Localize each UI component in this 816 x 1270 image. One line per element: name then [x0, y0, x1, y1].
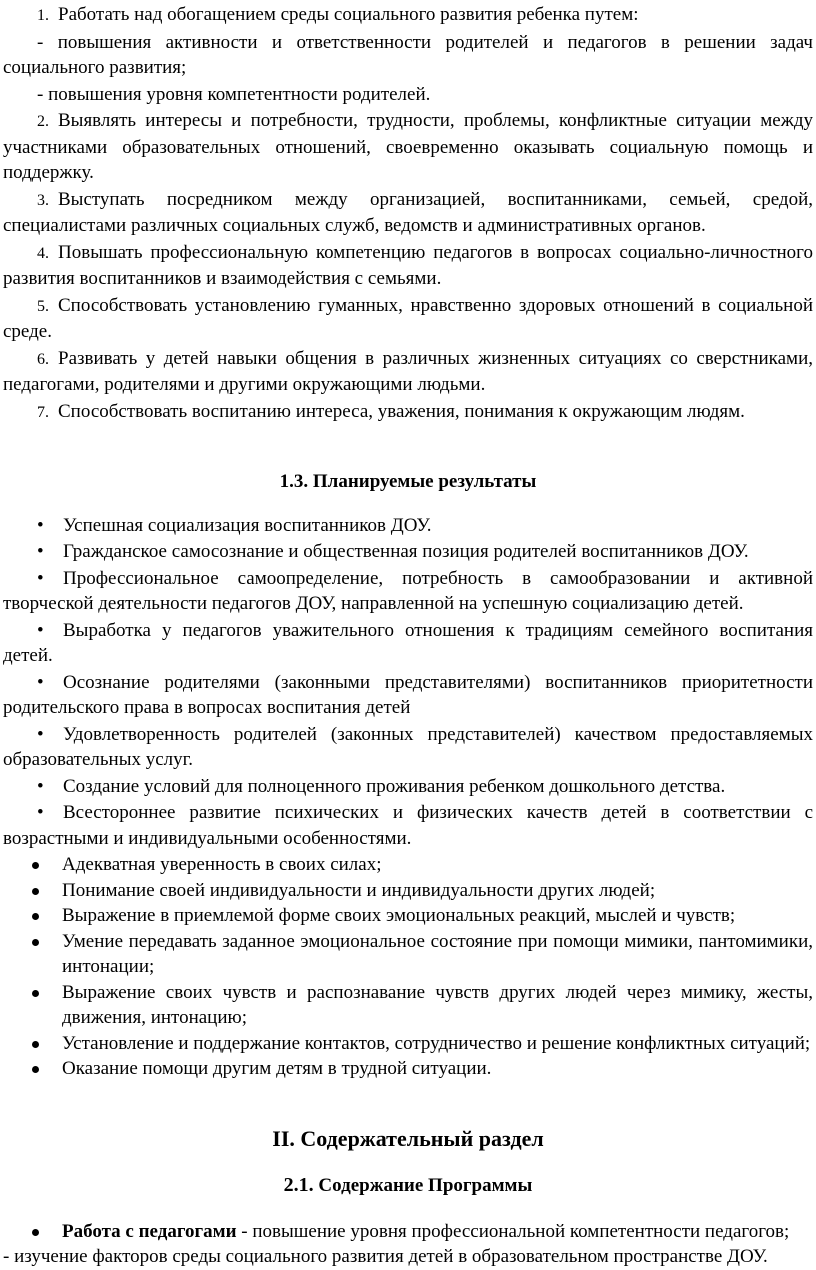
bullet-dot-icon [32, 913, 39, 920]
study-factors-item: - изучение факторов среды социального развития детей в образовательном пространстве ДОУ. [3, 1246, 768, 1267]
subsection-heading: 2.1. Содержание Программы [283, 1174, 533, 1196]
work-item-title: Работа с педагогами [62, 1220, 237, 1242]
task-text: Выступать посредником между организацией, воспитанниками, семьей, средой, специалистами различных социальных служб, ведомств и административных органов. [3, 188, 813, 236]
task-item-2 [3, 108, 813, 186]
work-item-text: - повышение уровня профессиональной компетентности педагогов; [236, 1220, 790, 1242]
task-text: Развивать у детей навыки общения в различных жизненных ситуациях со сверстниками, педагогами, родителями и другими окружающими людьми. [3, 347, 813, 395]
task-number: 7. [37, 403, 49, 421]
result-bullet: • Удовлетворенность родителей (законных представителей) качеством предоставляемых образовательных услуг. [3, 723, 813, 770]
bullet-icon: • [37, 671, 44, 693]
list-item: Адекватная уверенность в своих силах; [3, 852, 813, 878]
bullet-icon: • [37, 723, 44, 745]
task-number: 1. [37, 7, 49, 24]
task-number: 3. [37, 191, 49, 209]
task-text: Работать над обогащением среды социального развития ребенка путем: [58, 4, 639, 25]
list-item: Установление и поддержание контактов, сотрудничество и решение конфликтных ситуаций; [3, 1031, 813, 1057]
bullet-dot-icon [32, 939, 39, 946]
task-number: 6. [37, 350, 49, 368]
list-item: Выражение своих чувств и распознавание чувств других людей через мимику, жесты, движения, интонацию; [3, 980, 813, 1031]
task-text: Способствовать воспитанию интереса, уважения, понимания к окружающим людям. [58, 400, 745, 422]
task-text: Способствовать установлению гуманных, нравственно здоровых отношений в социальной среде. [3, 294, 813, 342]
task-subitem: - повышения уровня компетентности родителей. [37, 83, 431, 105]
result-bullet: • Создание условий для полноценного проживания ребенком дошкольного детства. [3, 774, 813, 800]
task-text: Выявлять интересы и потребности, трудности, проблемы, конфликтные ситуации между участниками образовательных отношений, своевременно оказывать социальную помощь и поддержку. [3, 110, 813, 183]
task-item-7 [3, 399, 813, 426]
result-bullet: • Успешная социализация воспитанников ДОУ. [3, 513, 813, 539]
task-item-1 [3, 2, 813, 29]
result-bullet: • Профессиональное самоопределение, потребность в самообразовании и активной творческой деятельности педагогов ДОУ, направленной на успешную социализацию детей. [3, 567, 813, 614]
task-subitem: - повышения активности и ответственности родителей и педагогов в решении задач социального развития; [3, 31, 813, 78]
bullet-icon: • [37, 802, 44, 823]
bullet-dot-icon [32, 1229, 39, 1236]
bullet-icon: • [37, 619, 44, 641]
bullet-icon: • [37, 567, 44, 589]
task-number: 2. [37, 113, 49, 130]
task-number: 5. [37, 297, 49, 315]
result-bullet: • Гражданское самосознание и общественная позиция родителей воспитанников ДОУ. [3, 539, 813, 565]
list-item: Умение передавать заданное эмоциональное состояние при помощи мимики, пантомимики, интонации; [3, 929, 813, 980]
task-item-5 [3, 293, 813, 345]
bullet-dot-icon [32, 888, 39, 895]
bullet-icon: • [37, 514, 44, 536]
bullet-icon: • [37, 775, 44, 797]
results-bullets [3, 513, 813, 852]
bullet-dot-icon [32, 1066, 39, 1073]
bullet-icon: • [37, 541, 44, 562]
task-item-6 [3, 346, 813, 398]
work-with-teachers-item [3, 1219, 813, 1245]
list-item: Оказание помощи другим детям в трудной ситуации. [3, 1056, 813, 1082]
bullet-dot-icon [32, 862, 39, 869]
skills-list [3, 852, 813, 1082]
bullet-dot-icon [32, 1041, 39, 1048]
list-item: Понимание своей индивидуальности и индивидуальности других людей; [3, 878, 813, 904]
results-heading: 1.3. Планируемые результаты [279, 471, 537, 492]
result-bullet: • Осознание родителями (законными представителями) воспитанников приоритетности родительского права в вопросах воспитания детей [3, 671, 813, 718]
result-bullet: • Выработка у педагогов уважительного отношения к традициям семейного воспитания детей. [3, 619, 813, 666]
tasks-section [3, 2, 813, 425]
task-number: 4. [37, 244, 49, 262]
result-bullet: • Всестороннее развитие психических и физических качеств детей в соответствии с возрастными и индивидуальными особенностями. [3, 802, 813, 849]
list-item: Выражение в приемлемой форме своих эмоциональных реакций, мыслей и чувств; [3, 903, 813, 929]
task-item-3 [3, 187, 813, 239]
task-text: Повышать профессиональную компетенцию педагогов в вопросах социально-личностного развития воспитанников и взаимодействия с семьями. [3, 241, 813, 289]
task-item-4 [3, 240, 813, 292]
bullet-dot-icon [32, 990, 39, 997]
section-title: II. Содержательный раздел [272, 1125, 544, 1151]
